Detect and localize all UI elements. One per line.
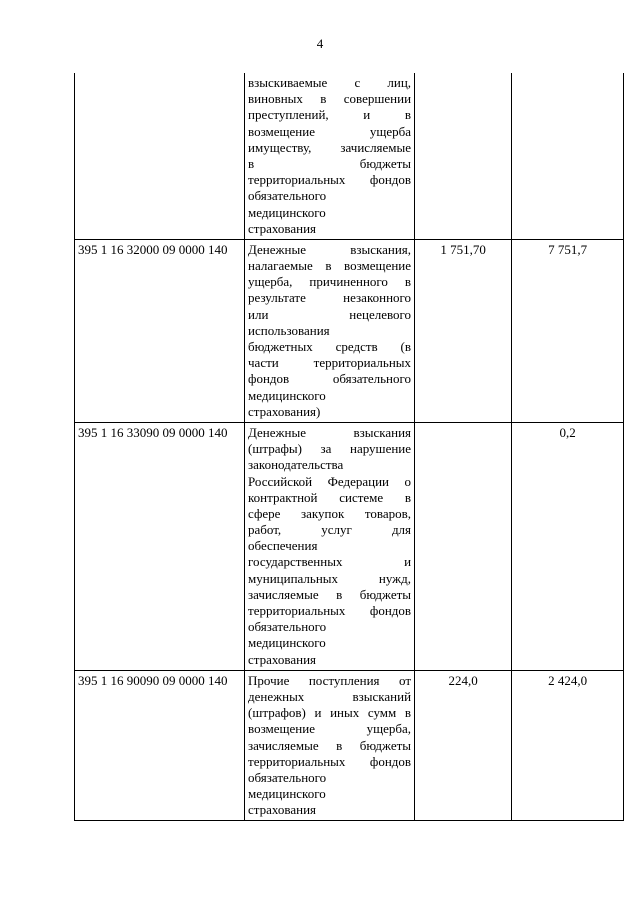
description-line: (штрафы) за нарушение xyxy=(248,441,412,457)
description-line: использования xyxy=(248,322,330,338)
description-cell xyxy=(245,422,415,670)
description-line: медицинского xyxy=(248,387,326,403)
description-line: возмещение ущерба, xyxy=(248,721,412,737)
table-row xyxy=(75,239,624,422)
description-line: страхования) xyxy=(248,403,321,419)
budget-code-cell: 395 1 16 32000 09 0000 140 xyxy=(75,239,245,422)
amount-cell-2: 7 751,7 xyxy=(512,239,624,422)
description-line: части территориальных xyxy=(248,355,412,371)
description-cell xyxy=(245,239,415,422)
description-line: Прочие поступления от xyxy=(248,672,412,688)
description-line: медицинского xyxy=(248,635,326,651)
table-row xyxy=(75,422,624,670)
description-line: сфере закупок товаров, xyxy=(248,505,412,521)
description-line: страхования xyxy=(248,651,317,667)
budget-revenue-table xyxy=(74,73,624,821)
description-line: виновных в совершении xyxy=(248,91,412,107)
description-line: взыскиваемые с лиц, xyxy=(248,75,412,90)
description-line: территориальных фондов xyxy=(248,753,412,769)
description-line: или нецелевого xyxy=(248,306,412,322)
description-line: контрактной системе в xyxy=(248,489,412,505)
page-number: 4 xyxy=(316,36,324,51)
amount-cell-1: 224,0 xyxy=(415,670,512,821)
description-line: обязательного xyxy=(248,769,327,785)
description-cell xyxy=(245,73,415,239)
description-line: страхования xyxy=(248,802,317,818)
description-line: в бюджеты xyxy=(248,155,412,171)
description-line: медицинского xyxy=(248,204,326,220)
description-line: фондов обязательного xyxy=(248,371,412,387)
description-line: имуществу, зачисляемые xyxy=(248,139,412,155)
budget-code-cell: 395 1 16 90090 09 0000 140 xyxy=(75,670,245,821)
amount-cell-1 xyxy=(415,73,512,239)
description-line: Российской Федерации о xyxy=(248,473,412,489)
description-line: (штрафов) и иных сумм в xyxy=(248,705,412,721)
amount-cell-1 xyxy=(415,422,512,670)
description-line: преступлений, и в xyxy=(248,107,412,123)
description-line: медицинского xyxy=(248,786,326,802)
description-line: бюджетных средств (в xyxy=(248,339,412,354)
description-line: Денежные взыскания xyxy=(248,424,412,440)
description-line: денежных взысканий xyxy=(248,688,412,704)
amount-cell-2: 2 424,0 xyxy=(512,670,624,821)
description-line: работ, услуг для xyxy=(248,522,412,538)
description-line: зачисляемые в бюджеты xyxy=(248,586,412,602)
description-cell xyxy=(245,670,415,821)
description-line: зачисляемые в бюджеты xyxy=(248,737,412,753)
description-line: государственных и xyxy=(248,554,412,570)
amount-cell-1: 1 751,70 xyxy=(415,239,512,422)
description-line: обязательного xyxy=(248,188,327,204)
description-line: налагаемые в возмещение xyxy=(248,258,412,274)
description-line: законодательства xyxy=(248,457,344,473)
description-line: возмещение ущерба xyxy=(248,123,412,139)
amount-cell-2 xyxy=(512,73,624,239)
description-line: ущерба, причиненного в xyxy=(248,274,412,290)
table-row xyxy=(75,670,624,821)
description-line: территориальных фондов xyxy=(248,603,412,618)
table-row xyxy=(75,73,624,239)
budget-code-cell xyxy=(75,73,245,239)
amount-cell-2: 0,2 xyxy=(512,422,624,670)
description-line: территориальных фондов xyxy=(248,172,412,188)
budget-code-cell: 395 1 16 33090 09 0000 140 xyxy=(75,422,245,670)
description-line: Денежные взыскания, xyxy=(248,241,412,257)
description-line: результате незаконного xyxy=(248,290,412,306)
description-line: обязательного xyxy=(248,619,327,635)
description-line: муниципальных нужд, xyxy=(248,570,412,586)
description-line: обеспечения xyxy=(248,538,318,554)
description-line: страхования xyxy=(248,220,317,236)
